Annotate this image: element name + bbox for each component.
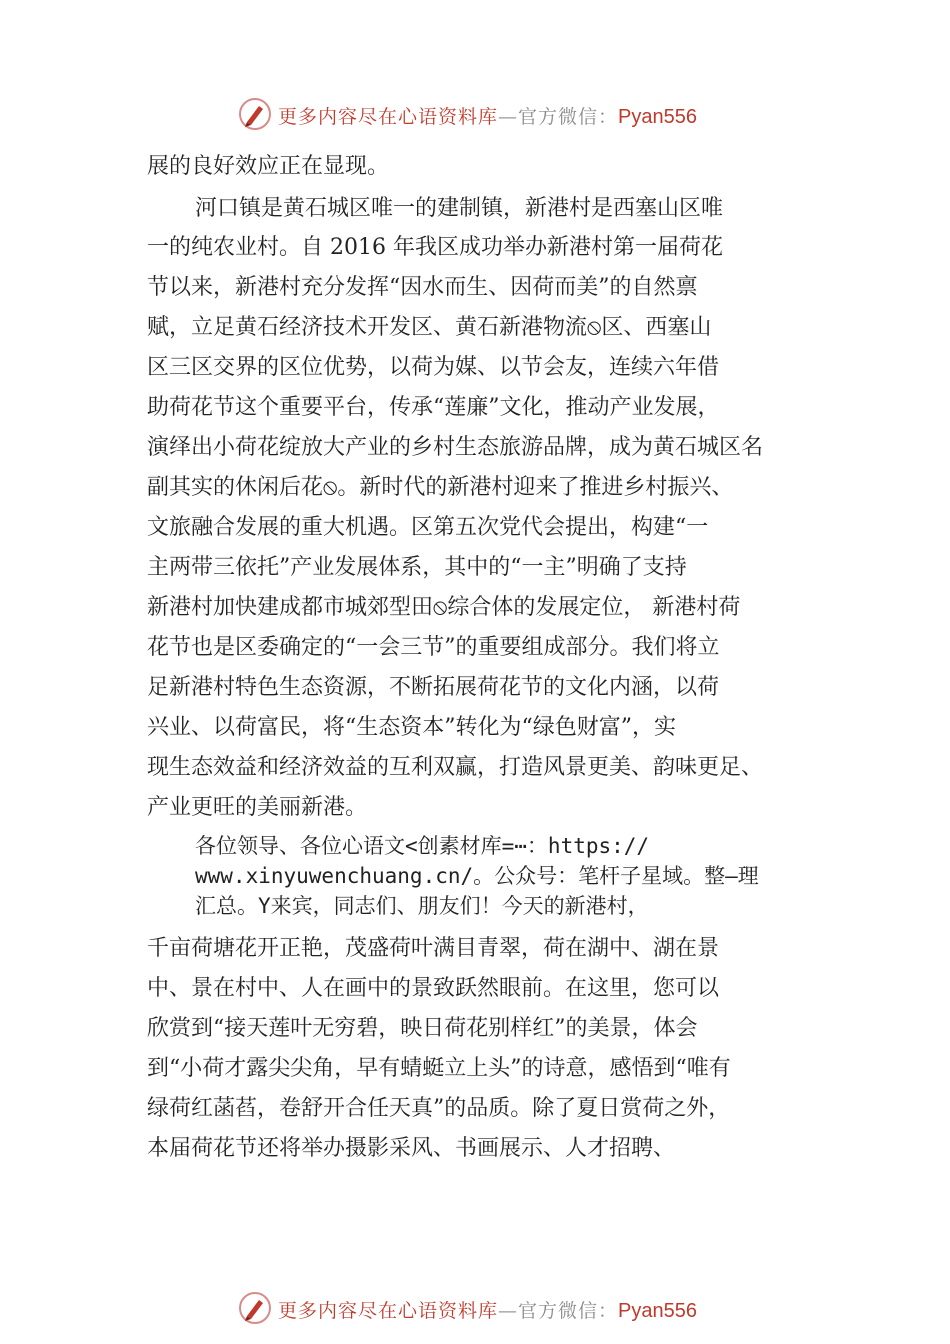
- text-line: 节以来，新港村充分发挥“因水而生、因荷而美”的自然禀: [147, 275, 698, 300]
- watermark-text: 更多内容尽在心语资料库: [278, 1300, 499, 1322]
- text-line: 区三区交界的区位优势，以荷为媒、以节会友，连续六年借: [147, 355, 720, 380]
- text-line: 展的良好效应正在显现。: [147, 154, 390, 179]
- text-line: 欣赏到“接天莲叶无穷碧，映日荷花别样红”的美景，体会: [147, 1016, 698, 1041]
- text-line: 文旅融合发展的重大机遇。区第五次党代会提出，构建“一: [147, 515, 709, 540]
- text-line: 兴业、以荷富民，将“生态资本”转化为“绿色财富”，实: [147, 715, 676, 740]
- text-line-url: www.xinyuwenchuang.cn/。公众号：笔杆子星域。整—理: [195, 864, 759, 888]
- text-line: 主两带三依托”产业发展体系，其中的“一主”明确了支持: [147, 555, 687, 580]
- text-line: 足新港村特色生态资源，不断拓展荷花节的文化内涵，以荷: [147, 675, 720, 700]
- pen-logo-icon: [237, 1290, 273, 1326]
- watermark-text: 更多内容尽在心语资料库: [278, 106, 499, 128]
- watermark-label: 官方微信：: [518, 1300, 619, 1322]
- text-line: 产业更旺的美丽新港。: [147, 795, 368, 820]
- watermark-wechat-id: Pyan556: [618, 106, 697, 128]
- text-line-url: 各位领导、各位心语文<创素材库=⋯：https://: [195, 834, 650, 858]
- text-line: 现生态效益和经济效益的互利双赢，打造风景更美、韵味更足、: [147, 755, 764, 780]
- pen-logo-icon: [237, 96, 273, 132]
- text-line: 绿荷红菡萏，卷舒开合任天真”的品质。除了夏日赏荷之外，: [147, 1096, 731, 1121]
- text-line: 副其实的休闲后花⦸。新时代的新港村迎来了推进乡村振兴、: [147, 475, 734, 500]
- text-line: 千亩荷塘花开正艳，茂盛荷叶满目青翠，荷在湖中、湖在景: [147, 936, 720, 961]
- text-line: 本届荷花节还将举办摄影采风、书画展示、人才招聘、: [147, 1136, 676, 1161]
- footer-watermark: [0, 1290, 950, 1330]
- text-line: 汇总。Y来宾，同志们、朋友们！今天的新港村，: [195, 894, 649, 918]
- text-line: 赋，立足黄石经济技术开发区、黄石新港物流⦸区、西塞山: [147, 315, 712, 340]
- text-line: 河口镇是黄石城区唯一的建制镇，新港村是西塞山区唯: [195, 196, 724, 221]
- text-line: 一的纯农业村。自 2016 年我区成功举办新港村第一届荷花: [147, 235, 723, 260]
- watermark-label: 官方微信：: [518, 106, 619, 128]
- text-line: 新港村加快建成都市城郊型田⦸综合体的发展定位， 新港村荷: [147, 595, 741, 620]
- text-line: 中、景在村中、人在画中的景致跃然眼前。在这里，您可以: [147, 976, 720, 1001]
- text-line: 花节也是区委确定的“一会三节”的重要组成部分。我们将立: [147, 635, 720, 660]
- text-line: 到“小荷才露尖尖角，早有蜻蜓立上头”的诗意，感悟到“唯有: [147, 1056, 731, 1081]
- header-watermark: [0, 96, 950, 136]
- watermark-dash: —: [498, 106, 519, 128]
- watermark-wechat-id: Pyan556: [618, 1300, 697, 1322]
- watermark-dash: —: [498, 1300, 519, 1322]
- text-line: 演绎出小荷花绽放大产业的乡村生态旅游品牌，成为黄石城区名: [147, 435, 764, 460]
- text-line: 助荷花节这个重要平台，传承“莲廉”文化，推动产业发展，: [147, 395, 720, 420]
